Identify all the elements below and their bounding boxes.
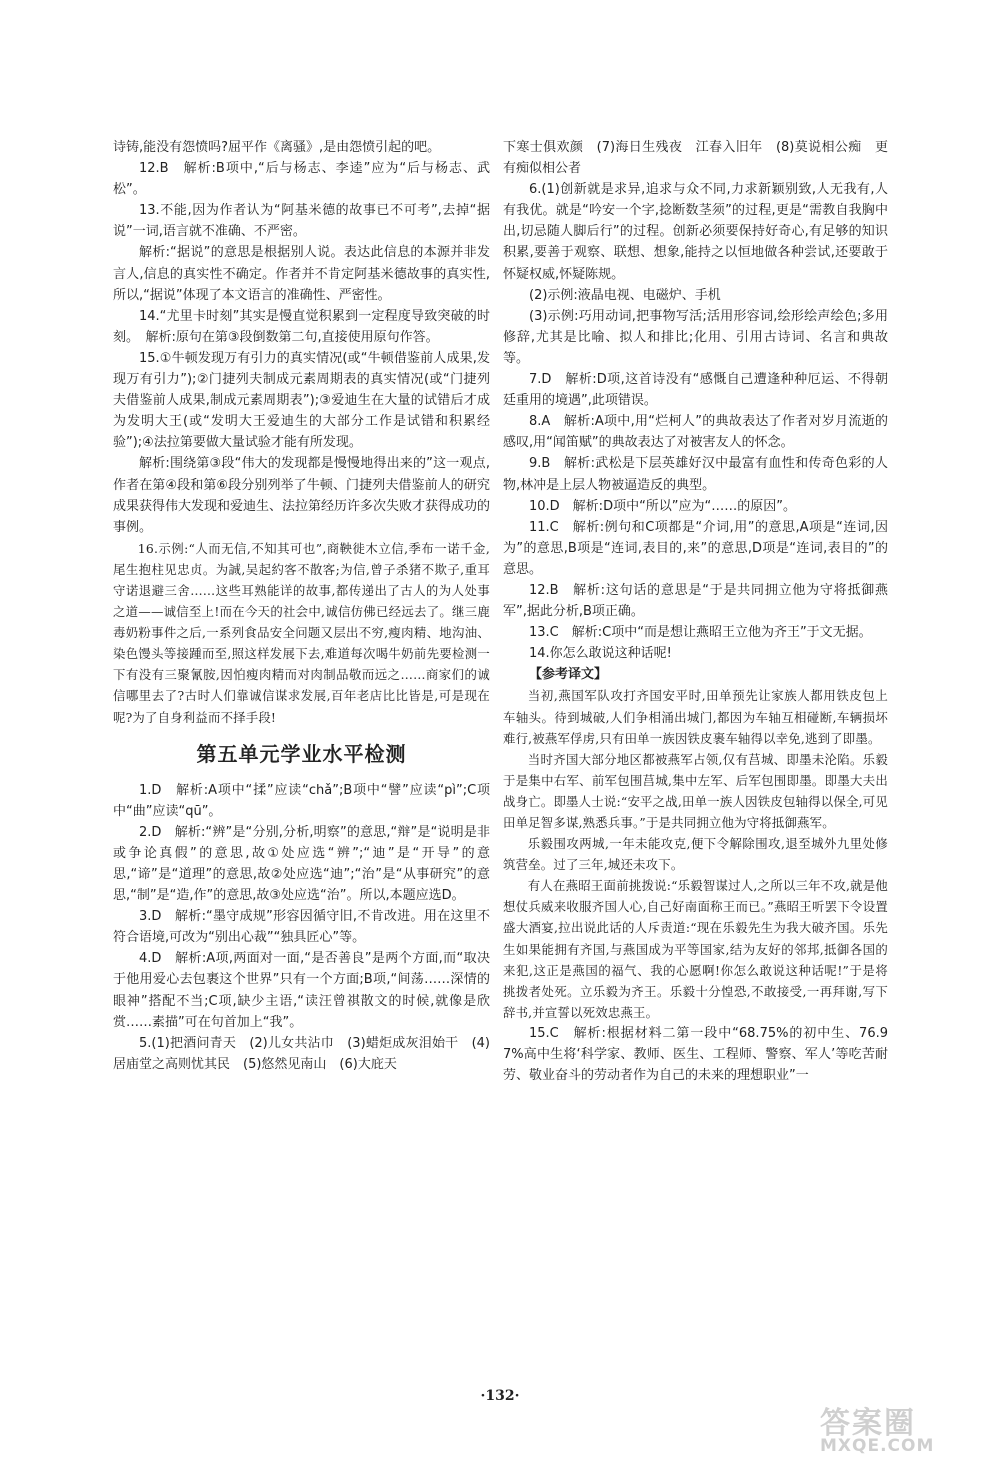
answer-15: 15.C 解析:根据材料二第一段中“68.75%的初中生、76.97%高中生将‘科学家、教师、医生、工程师、警察、军人’等吃苦耐劳、敬业奋斗的劳动者作为自己的未来的理想职业”一 [503,1025,888,1084]
answer-12: 12.B 解析:B项中,“后与杨志、李逵”应为“后与杨志、武松”。 [113,161,490,198]
answer-15: 15.①牛顿发现万有引力的真实情况(或“牛顿借鉴前人成果,发现万有引力”);②门捷列夫制成元素周期表的真实情况(或“门捷列夫借鉴前人成果,制成元素周期表”);③爱迪生在大量的试错后才成为发明大王(或“发明大王爱迪生的大部分工作是试错和积累经验”);④法拉第要做大量试验才能有所发现。 [113,350,490,451]
translation-paragraph: 当初,燕国军队攻打齐国安平时,田单预先让家族人都用铁皮包上车轴头。待到城破,人们争相涌出城门,都因为车轴互相碰断,车辆损坏难行,被燕军俘虏,只有田单一族因铁皮裹车轴得以幸免,逃到了即墨。 [503,688,888,746]
answer-2: 2.D 解析:“辨”是“分别,分析,明察”的意思,“辩”是“说明是非或争论真假”的意思,故①处应选“辨”;“迪”是“开导”的意思,“谛”是“道理”的意思,故②处应选“迪”;“治”是“从事研究”的意思,“制”是“造,作”的意思,故③处应选“治”。所以,本题应选D。 [113,824,490,904]
paragraph: 诗铸,能没有怨愤吗?屈平作《离骚》,是由怨愤引起的吧。 [113,140,441,155]
translation-paragraph: 有人在燕昭王面前挑拨说:“乐毅智谋过人,之所以三年不攻,就是他想仗兵威来收服齐国人心,自己好南面称王而已。”燕昭王听罢下令设置盛大酒宴,拉出说此话的人斥责道:“现在乐毅先生为我大破齐国。乐先生如果能拥有齐国,与燕国成为平等国家,结为友好的邻邦,抵御各国的来犯,这正是燕国的福气、我的心愿啊!你怎么敢说这种话呢!”于是将挑拨者处死。立乐毅为齐王。乐毅十分惶恐,不敢接受,一再拜谢,写下辞书,并宣誓以死效忠燕王。 [503,878,888,1020]
translation-paragraph: 当时齐国大部分地区都被燕军占领,仅有莒城、即墨未沦陷。乐毅于是集中右军、前军包围莒城,集中左军、后军包围即墨。即墨大夫出战身亡。即墨人士说:“安平之战,田单一族人因铁皮包轴得以保全,可见田单足智多谋,熟悉兵事。”于是共同拥立他为守将抵御燕军。 [503,751,888,830]
answer-9: 9.B 解析:武松是下层英雄好汉中最富有血性和传奇色彩的人物,林冲是上层人物被逼造反的典型。 [503,456,888,493]
analysis-15: 解析:围绕第③段“伟大的发现都是慢慢地得出来的”这一观点,作者在第④段和第⑥段分别列举了牛顿、门捷列夫借鉴前人的研究成果获得伟大发现和爱迪生、法拉第经历许多次失败才获得成功的事例。 [113,456,491,535]
watermark-logo [820,1398,980,1458]
section-heading: 第五单元学业水平检测 [196,741,407,766]
watermark-text: 答案圈 [820,1406,916,1441]
answer-12: 12.B 解析:这句话的意思是“于是共同拥立他为守将抵御燕军”,据此分析,B项正确。 [503,582,888,620]
answer-13: 13.不能,因为作者认为“阿基米德的故事已不可考”,去掉“据说”一词,语言就不准确、不严密。 [113,203,490,240]
answer-6-3: (3)示例:巧用动词,把事物写活;活用形容词,绘形绘声绘色;多用修辞,尤其是比喻、拟人和排比;化用、引用古诗词、名言和典故等。 [503,308,888,366]
answer-11: 11.C 解析:例句和C项都是“介词,用”的意思,A项是“连词,因为”的意思,B项是“连词,表目的,来”的意思,D项是“连词,表目的”的意思。 [503,519,888,577]
answer-14: 14.你怎么敢说这种话呢! [529,646,672,662]
answer-6-1: 6.(1)创新就是求异,追求与众不同,力求新颖别致,人无我有,人有我优。就是“吟安一个字,捻断数茎须”的过程,更是“需教自我胸中出,切忌随人脚后行”的过程。创新必须要保持好奇心,有足够的知识积累,要善于观察、联想、想象,能持之以恒地做各种尝试,还要敢于怀疑权威,怀疑陈规。 [503,182,888,282]
answer-8: 8.A 解析:A项中,用“烂柯人”的典故表达了作者对岁月流逝的感叹,用“闻笛赋”的典故表达了对被害友人的怀念。 [503,414,888,451]
answer-5: 5.(1)把酒问青天 (2)儿女共沾巾 (3)蜡炬成灰泪始干 (4)居庙堂之高则忧其民 (5)悠然见南山 (6)大庇天 [113,1035,490,1072]
right-column [503,137,888,1086]
page-number: ·132· [480,1388,520,1404]
answer-6-2: (2)示例:液晶电视、电磁炉、手机 [529,287,721,303]
answer-16-handwritten: 16.示例:“人而无信,不知其可也”,商鞅徙木立信,季布一诺千金,尾生抱柱见忠贞。为誠,吴起約客不散客;为信,曾子杀猪不欺子,重耳守诺退避三舍……这些耳熟能详的故事,都传递出了古人的为人处事之道——诚信至上!而在今天的社会中,诚信仿佛已经远去了。继三鹿毒奶粉事件之后,一系列食品安全问题又层出不穷,瘦肉精、地沟油、染色馒头等接踵而至,照这样发展下去,难道每次喝牛奶前先要检测一下有没有三聚氰胺,因怕瘦肉精而对肉制品敬而远之……商家们的诚信哪里去了?古时人们靠诚信谋求发展,百年老店比比皆是,可是现在呢?为了自身利益而不择手段! [113,540,490,725]
answer-1: 1.D 解析:A项中“揉”应读“chǎ”;B项中“譬”应读“pì”;C项中“曲”应读“qū”。 [113,782,490,819]
watermark-url: MXQE.COM [820,1436,935,1456]
answer-4: 4.D 解析:A项,两面对一面,“是否善良”是两个方面,而“取决于他用爱心去包裹这个世界”只有一个方面;B项,“间荡……深情的眼神”搭配不当;C项,缺少主语,“读汪曾祺散文的时候,就像是欣赏……素描”可在句首加上“我”。 [113,951,490,1030]
reference-translation-label: 【参考译文】 [529,667,608,683]
answer-3: 3.D 解析:“墨守成规”形容因循守旧,不肯改进。用在这里不符合语境,可改为“别出心裁”“独具匠心”等。 [113,909,490,946]
answer-14: 14.“尤里卡时刻”其实是慢直觉积累到一定程度导致突破的时刻。 解析:原句在第③段倒数第二句,直接使用原句作答。 [113,308,490,345]
answer-10: 10.D 解析:D项中“所以”应为“……的原因”。 [529,498,797,514]
answer-5-continued: 下寒士俱欢颜 (7)海日生残夜 江春入旧年 (8)莫说相公痴 更有痴似相公者 [503,140,888,177]
translation-paragraph: 乐毅围攻两城,一年未能攻克,便下令解除围攻,退至城外九里处修筑营垒。过了三年,城还未攻下。 [503,836,888,873]
left-column [113,137,490,1075]
answer-13: 13.C 解析:C项中“而是想让燕昭王立他为齐王”于文无据。 [529,625,872,641]
analysis-13: 解析:“据说”的意思是根据别人说。表达此信息的本源并非发言人,信息的真实性不确定。作者并不肯定阿基米德故事的真实性,所以,“据说”体现了本文语言的准确性、严密性。 [113,245,490,303]
answer-7: 7.D 解析:D项,这首诗没有“感慨自己遭逢种种厄运、不得朝廷重用的境遇”,此项错误。 [503,372,888,409]
